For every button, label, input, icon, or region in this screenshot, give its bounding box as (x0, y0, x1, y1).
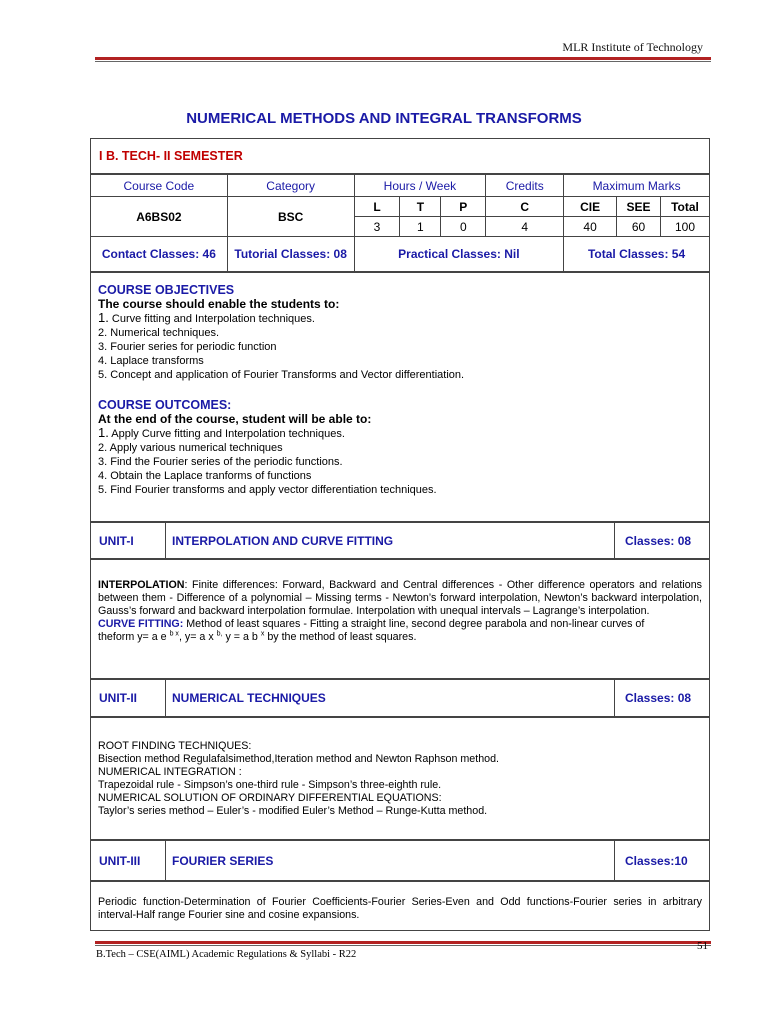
contact-classes: Contact Classes: 46 (91, 237, 228, 272)
outcome-item: 3. Find the Fourier series of the periodic functions. (98, 456, 343, 468)
p-header: P (441, 197, 486, 217)
objective-item: 3. Fourier series for periodic function (98, 341, 277, 353)
course-table (90, 174, 710, 272)
header-rule (95, 57, 711, 60)
semester-label: I B. TECH- II SEMESTER (90, 138, 710, 174)
objectives-outcomes-box (90, 272, 710, 522)
unit-3-title: FOURIER SERIES (166, 841, 615, 880)
cie-value: 40 (564, 217, 617, 237)
objective-item: 2. Numerical techniques. (98, 327, 220, 339)
total-header: Total (660, 197, 709, 217)
total-classes: Total Classes: 54 (564, 237, 710, 272)
unit-1-label: UNIT-I (91, 523, 166, 558)
objective-item: 5. Concept and application of Fourier Transforms and Vector differentiation. (98, 369, 465, 381)
see-value: 60 (617, 217, 661, 237)
p-value: 0 (441, 217, 486, 237)
t-value: 1 (400, 217, 441, 237)
cie-header: CIE (564, 197, 617, 217)
unit-2-title: NUMERICAL TECHNIQUES (166, 680, 615, 716)
objectives-heading: COURSE OBJECTIVES (98, 283, 235, 297)
unit-2-header (90, 679, 710, 717)
unit-1-classes: Classes: 08 (625, 533, 692, 548)
outcome-item: 1. Apply Curve fitting and Interpolation techniques. (98, 425, 345, 440)
marks-header: Maximum Marks (564, 175, 710, 197)
page-number: 51 (697, 940, 708, 952)
see-header: SEE (617, 197, 661, 217)
outcomes-heading: COURSE OUTCOMES: (98, 398, 232, 412)
l-header: L (354, 197, 400, 217)
header-rule-thin (95, 61, 711, 62)
unit-1-content: INTERPOLATION: Finite differences: Forward, Backward and Central differences - Other difference operators and relations between them - Difference of a polynomial – Missing terms - Newton’s forward interpolation, Newton’s backward interpolation, Gauss’s forward and backward interpolation formulae. Interpolation with unequal intervals – Lagrange’s interpolation. CURVE FITTING: Method of least squares - Fitting a straight line, second degree parabola and non-linear curves of theform y= a e $^{b x}$, y= a x $^{b,}$ y = a b $^x$ by the method of least squares. (90, 559, 710, 679)
unit-1-title: INTERPOLATION AND CURVE FITTING (166, 523, 615, 558)
footer-rule (95, 941, 711, 944)
unit-3-header (90, 840, 710, 881)
outcome-item: 4. Obtain the Laplace tranforms of functions (98, 470, 312, 482)
hours-header: Hours / Week (354, 175, 486, 197)
course-code: A6BS02 (91, 197, 228, 237)
course-code-header: Course Code (91, 175, 228, 197)
t-header: T (400, 197, 441, 217)
c-header: C (486, 197, 564, 217)
outcomes-intro: At the end of the course, student will be able to: (98, 412, 372, 426)
l-value: 3 (354, 217, 400, 237)
unit-3-label: UNIT-III (91, 841, 166, 880)
objective-item: 4. Laplace transforms (98, 355, 204, 367)
page-title: NUMERICAL METHODS AND INTEGRAL TRANSFORMS (186, 110, 582, 127)
objective-item: 1. Curve fitting and Interpolation techniques. (98, 310, 315, 325)
unit-3-classes: Classes:10 (625, 853, 688, 868)
c-value: 4 (486, 217, 564, 237)
footer-rule-thin (95, 945, 711, 946)
outcome-item: 5. Find Fourier transforms and apply vector differentiation techniques. (98, 484, 437, 496)
header-institute: MLR Institute of Technology (562, 40, 703, 54)
total-value: 100 (660, 217, 709, 237)
footer-text: B.Tech – CSE(AIML) Academic Regulations & Syllabi - R22 (96, 949, 357, 960)
unit-2-content: ROOT FINDING TECHNIQUES: Bisection method Regulafalsimethod,Iteration method and Newton Raphson method. NUMERICAL INTEGRATION : Trapezoidal rule - Simpson’s one-third rule - Simpson’s three-eighth rule. NUMERICAL SOLUTION OF ORDINARY DIFFERENTIAL EQUATIONS: Taylor’s series method – Euler’s - modified Euler’s Method – Runge-Kutta method. (90, 717, 710, 840)
course-category: BSC (227, 197, 354, 237)
unit-2-classes: Classes: 08 (625, 691, 692, 705)
credits-header: Credits (486, 175, 564, 197)
unit-3-content: Periodic function-Determination of Fourier Coefficients-Fourier Series-Even and Odd functions-Fourier series in arbitrary interval-Half range Fourier sine and cosine expansions. (90, 881, 710, 931)
unit-1-header (90, 522, 710, 559)
tutorial-classes: Tutorial Classes: 08 (227, 237, 354, 272)
unit-2-label: UNIT-II (91, 680, 166, 716)
outcome-item: 2. Apply various numerical techniques (98, 442, 283, 454)
category-header: Category (227, 175, 354, 197)
practical-classes: Practical Classes: Nil (354, 237, 564, 272)
objectives-intro: The course should enable the students to: (98, 297, 340, 311)
